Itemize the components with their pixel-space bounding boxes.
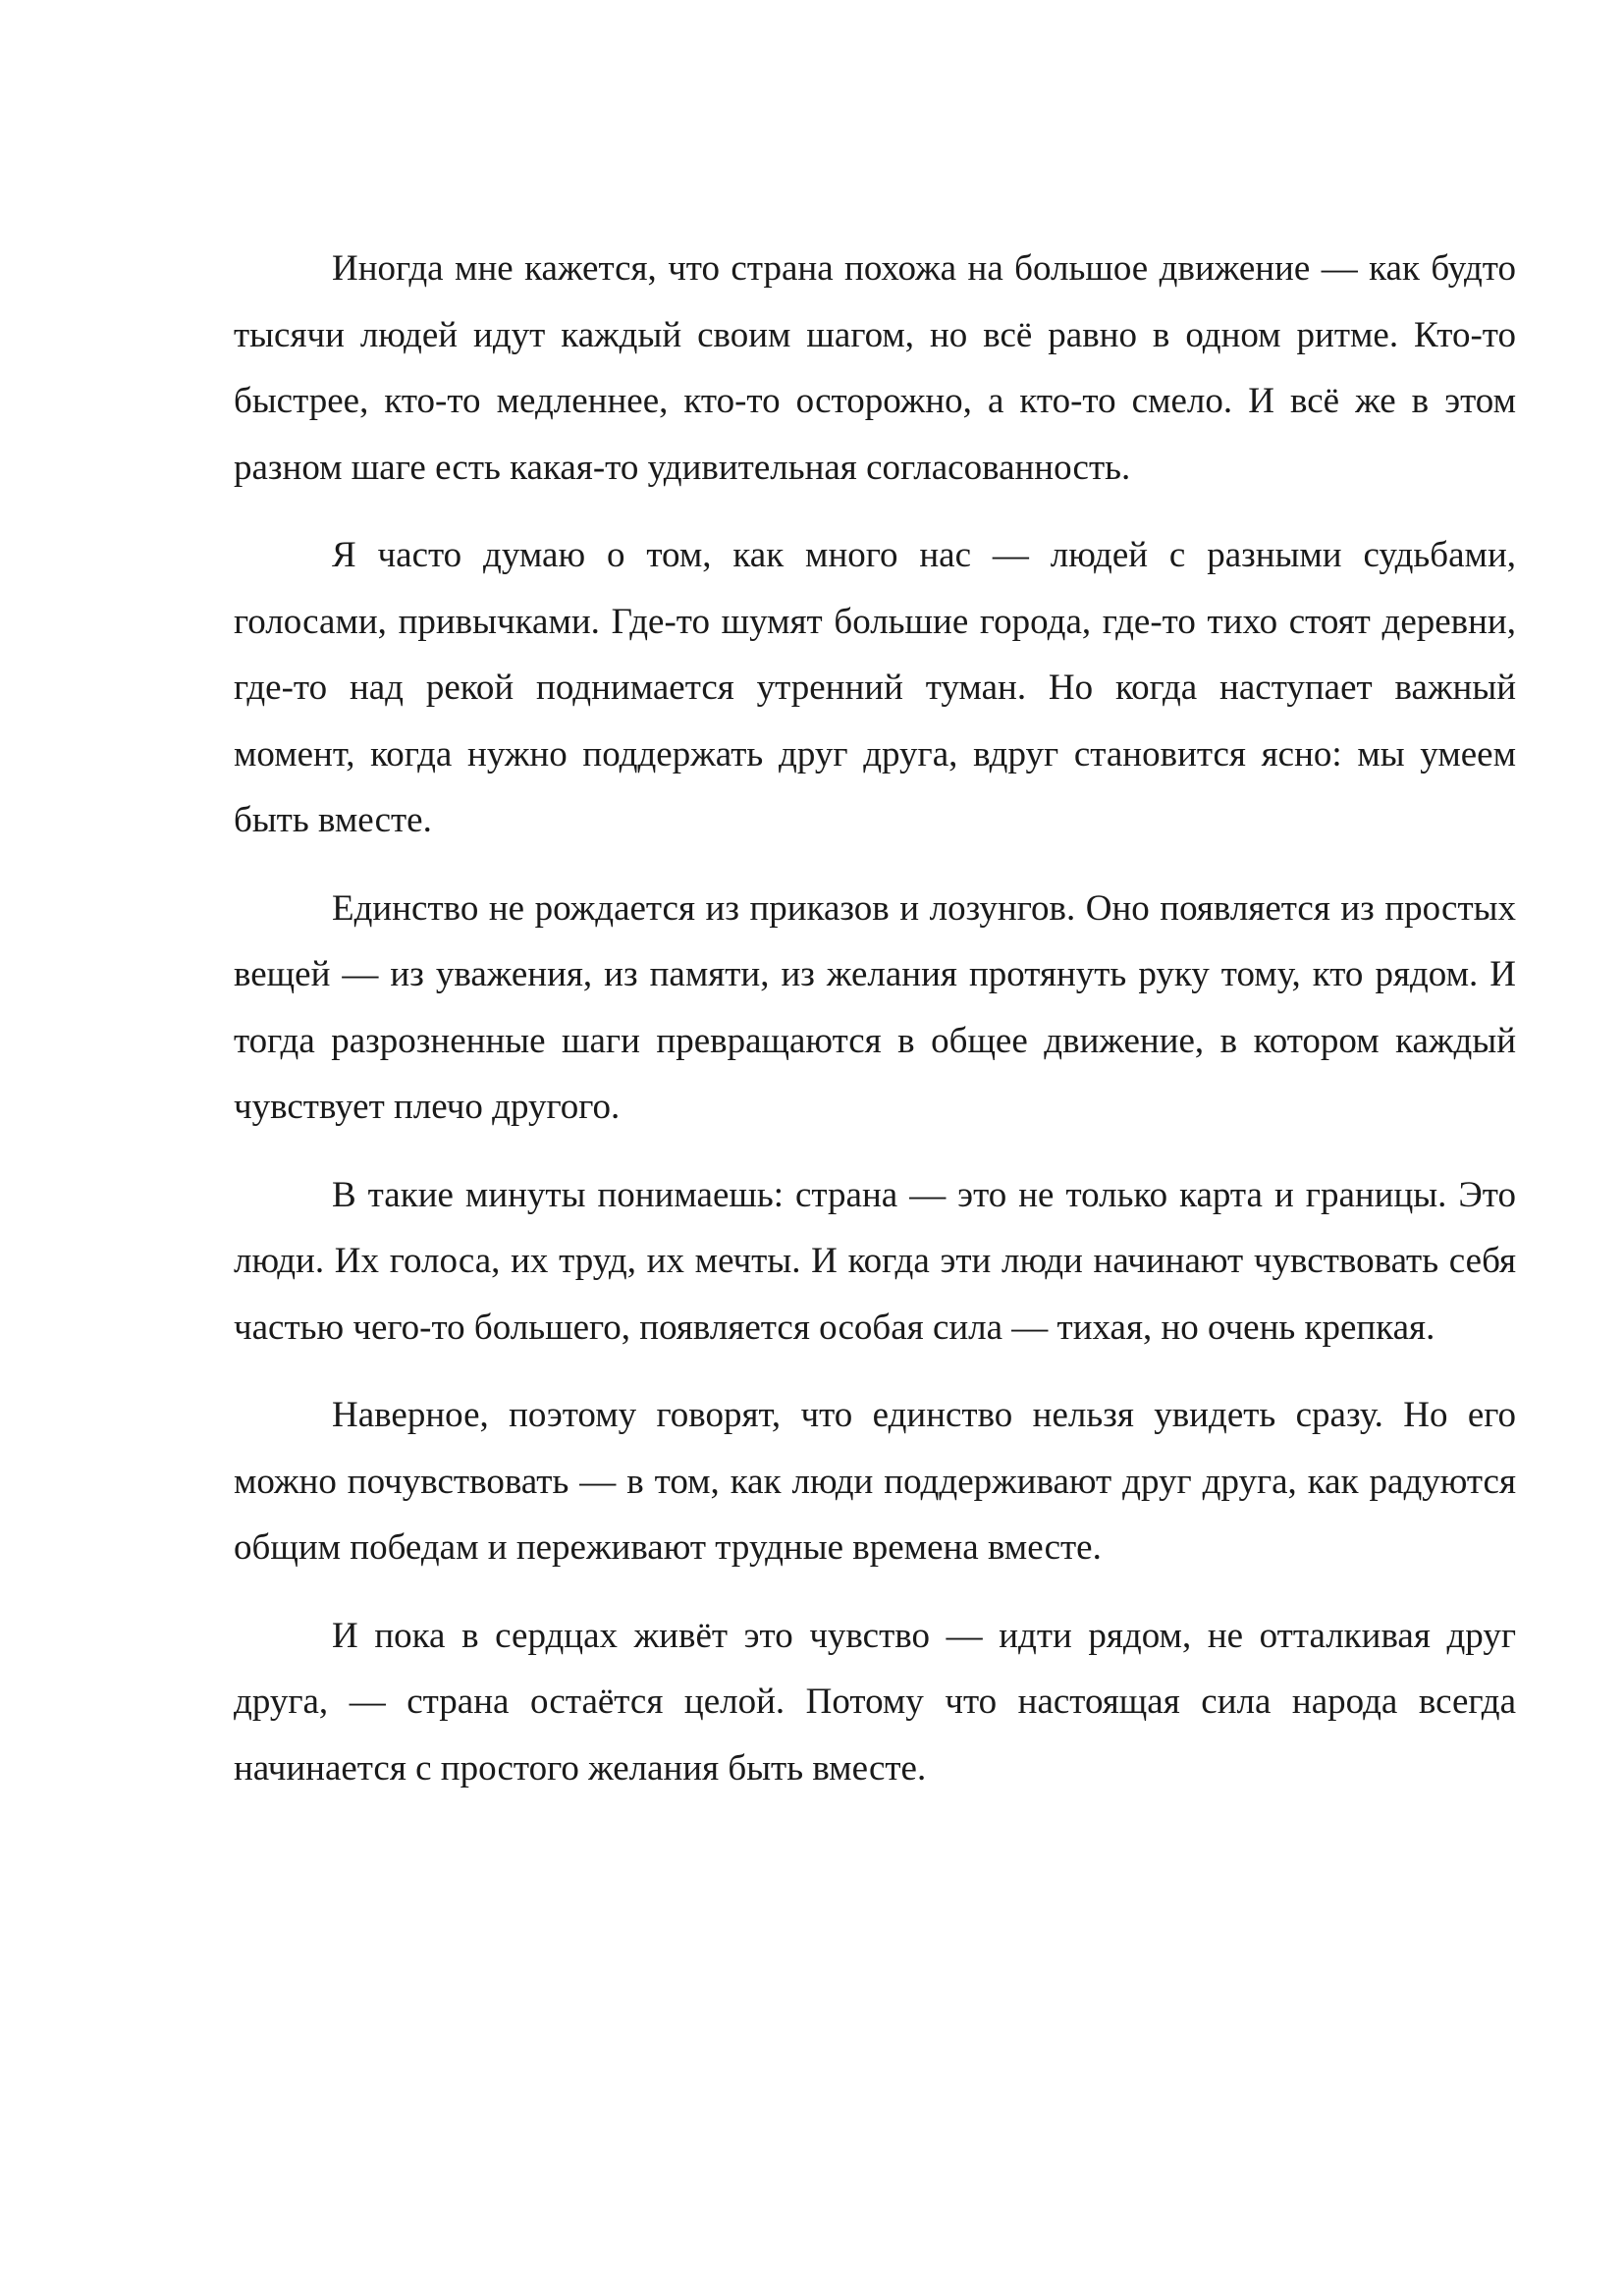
paragraph-4: В такие минуты понимаешь: страна — это не только карта и границы. Это люди. Их голоса, их труд, их мечты. И когда эти люди начинают чувствовать себя частью чего-то большего, появляется особая сила — тихая, но очень крепкая. <box>234 1174 1516 1348</box>
paragraph-3: Единство не рождается из приказов и лозунгов. Оно появляется из простых вещей — из уважения, из памяти, из желания протянуть руку тому, кто рядом. И тогда разрозненные шаги превращаются в общее движение, в котором каждый чувствует плечо другого. <box>234 887 1516 1127</box>
paragraph-2: Я часто думаю о том, как много нас — людей с разными судьбами, голосами, привычками. Где-то шумят большие города, где-то тихо стоят деревни, где-то над рекой поднимается утренний туман. Но когда наступает важный момент, когда нужно поддержать друг друга, вдруг становится ясно: мы умеем быть вместе. <box>234 535 1516 840</box>
paragraph-6: И пока в сердцах живёт это чувство — идти рядом, не отталкивая друг друга, — страна остаётся целой. Потому что настоящая сила народа всегда начинается с простого желания быть вместе. <box>234 1615 1516 1789</box>
document-body <box>234 236 1516 1823</box>
paragraph-1: Иногда мне кажется, что страна похожа на большое движение — как будто тысячи людей идут каждый своим шагом, но всё равно в одном ритме. Кто-то быстрее, кто-то медленнее, кто-то осторожно, а кто-то смело. И всё же в этом разном шаге есть какая-то удивительная согласованность. <box>234 248 1516 488</box>
paragraph-5: Наверное, поэтому говорят, что единство нельзя увидеть сразу. Но его можно почувствовать — в том, как люди поддерживают друг друга, как радуются общим победам и переживают трудные времена вместе. <box>234 1395 1516 1568</box>
